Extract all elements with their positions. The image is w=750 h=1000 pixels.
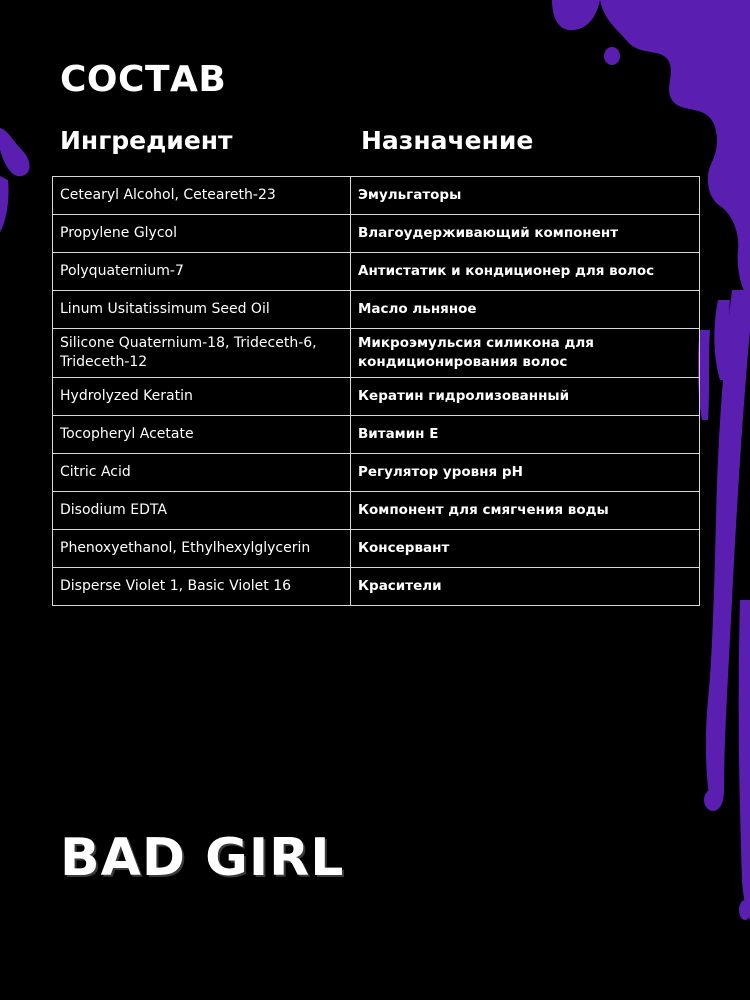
- ingredient-cell: Linum Usitatissimum Seed Oil: [53, 291, 351, 329]
- purpose-cell: Регулятор уровня pH: [351, 454, 700, 492]
- table-row: [53, 492, 700, 530]
- ingredient-cell: Citric Acid: [53, 454, 351, 492]
- table-row: [53, 177, 700, 215]
- page-title: СОСТАВ: [60, 59, 227, 100]
- column-header-purpose: Назначение: [361, 126, 534, 155]
- ingredient-cell: Silicone Quaternium-18, Trideceth-6, Trideceth-12: [53, 329, 351, 378]
- table-row: [53, 291, 700, 329]
- table-row: [53, 416, 700, 454]
- purpose-cell: Компонент для смягчения воды: [351, 492, 700, 530]
- table-row: [53, 568, 700, 606]
- ingredient-cell: Disperse Violet 1, Basic Violet 16: [53, 568, 351, 606]
- purpose-cell: Влагоудерживающий компонент: [351, 215, 700, 253]
- table-row: [53, 378, 700, 416]
- table-row: [53, 329, 700, 378]
- ingredient-cell: Cetearyl Alcohol, Ceteareth-23: [53, 177, 351, 215]
- purpose-cell: Масло льняное: [351, 291, 700, 329]
- ingredient-cell: Propylene Glycol: [53, 215, 351, 253]
- brand-logo: BAD GIRL: [60, 828, 345, 888]
- table-row: [53, 454, 700, 492]
- composition-table: [52, 176, 700, 606]
- table-row: [53, 530, 700, 568]
- purpose-cell: Антистатик и кондиционер для волос: [351, 253, 700, 291]
- ingredient-cell: Tocopheryl Acetate: [53, 416, 351, 454]
- column-header-ingredient: Ингредиент: [60, 126, 233, 155]
- purpose-cell: Кератин гидролизованный: [351, 378, 700, 416]
- table-row: [53, 215, 700, 253]
- purpose-cell: Красители: [351, 568, 700, 606]
- ingredient-cell: Phenoxyethanol, Ethylhexylglycerin: [53, 530, 351, 568]
- purpose-cell: Эмульгаторы: [351, 177, 700, 215]
- ingredient-cell: Polyquaternium-7: [53, 253, 351, 291]
- purpose-cell: Микроэмульсия силикона для кондиционирования волос: [351, 329, 700, 378]
- ingredient-cell: Hydrolyzed Keratin: [53, 378, 351, 416]
- table-row: [53, 253, 700, 291]
- purpose-cell: Витамин Е: [351, 416, 700, 454]
- ingredient-cell: Disodium EDTA: [53, 492, 351, 530]
- purpose-cell: Консервант: [351, 530, 700, 568]
